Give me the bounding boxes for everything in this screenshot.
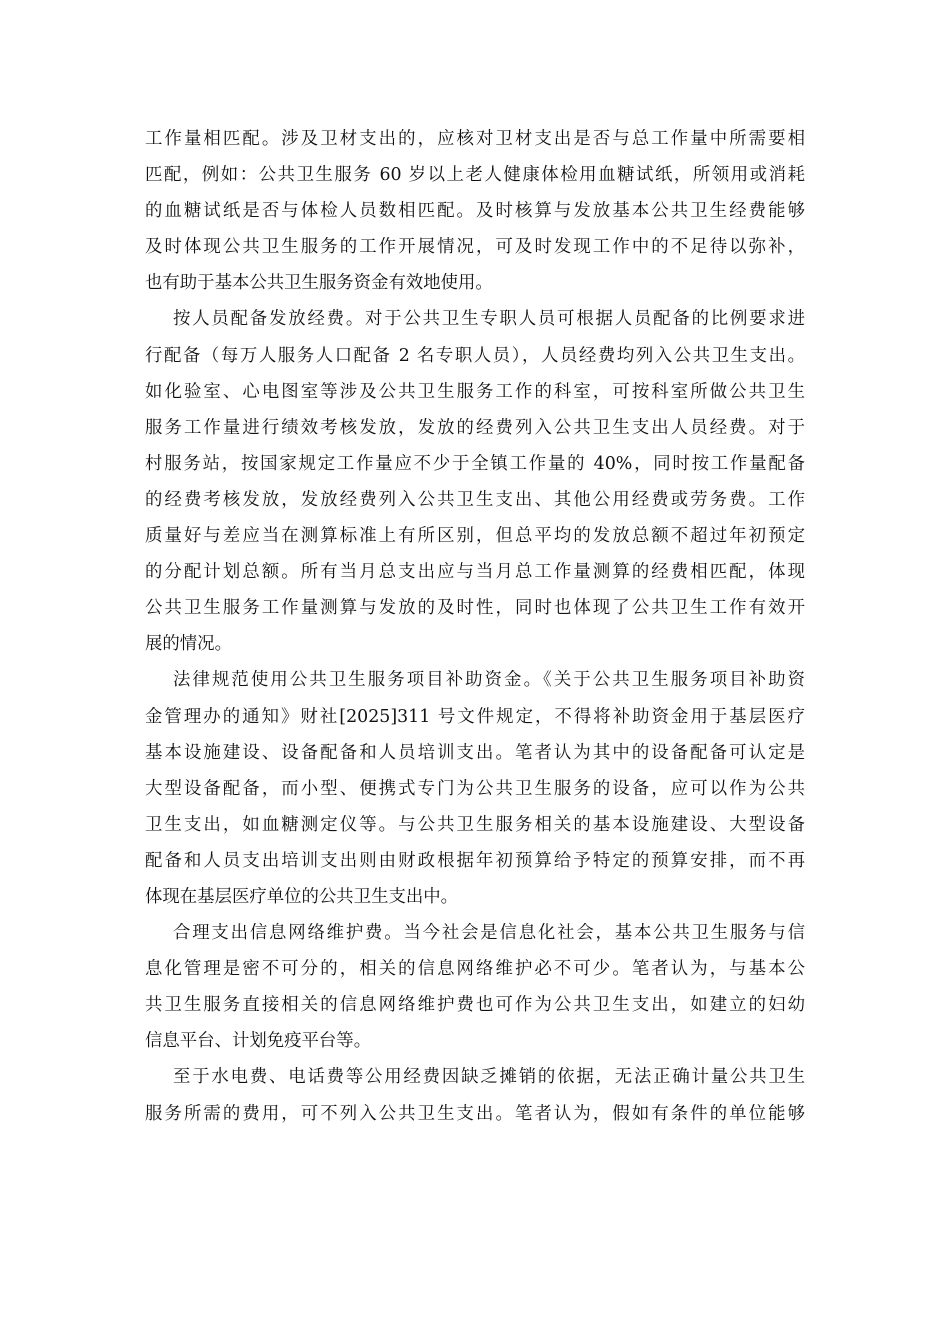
paragraph-line: 服务工作量进行绩效考核发放，发放的经费列入公共卫生支出人员经费。对于	[145, 417, 805, 438]
paragraph-line: 信息平台、计划免疫平台等。	[145, 1031, 372, 1052]
paragraph-line: 村服务站，按国家规定工作量应不少于全镇工作量的 40%，同时按工作量配备	[145, 453, 805, 474]
document-body	[145, 121, 805, 1132]
paragraph-line: 金管理办的通知》财社[2025]311 号文件规定，不得将补助资金用于基层医疗	[145, 706, 805, 727]
paragraph-line: 服务所需的费用，可不列入公共卫生支出。笔者认为，假如有条件的单位能够	[145, 1103, 805, 1124]
paragraph-line: 基本设施建设、设备配备和人员培训支出。笔者认为其中的设备配备可认定是	[145, 742, 805, 763]
paragraph-line: 公共卫生服务工作量测算与发放的及时性，同时也体现了公共卫生工作有效开	[145, 598, 805, 619]
paragraph-first-line: 合理支出信息网络维护费。当今社会是信息化社会，基本公共卫生服务与信	[173, 923, 805, 944]
paragraph-first-line: 按人员配备发放经费。对于公共卫生专职人员可根据人员配备的比例要求进	[173, 309, 805, 330]
paragraph-line: 如化验室、心电图室等涉及公共卫生服务工作的科室，可按科室所做公共卫生	[145, 381, 805, 402]
paragraph-line: 卫生支出，如血糖测定仪等。与公共卫生服务相关的基本设施建设、大型设备	[145, 814, 805, 835]
paragraph-line: 的分配计划总额。所有当月总支出应与当月总工作量测算的经费相匹配，体现	[145, 562, 805, 583]
paragraph-line: 质量好与差应当在测算标准上有所区别，但总平均的发放总额不超过年初预定	[145, 526, 805, 547]
paragraph-first-line: 至于水电费、电话费等公用经费因缺乏摊销的依据，无法正确计量公共卫生	[173, 1067, 805, 1088]
paragraph-line: 的血糖试纸是否与体检人员数相匹配。及时核算与发放基本公共卫生经费能够	[145, 201, 805, 222]
paragraph-line: 工作量相匹配。涉及卫材支出的，应核对卫材支出是否与总工作量中所需要相	[145, 129, 805, 149]
paragraph-line: 共卫生服务直接相关的信息网络维护费也可作为公共卫生支出，如建立的妇幼	[145, 995, 805, 1016]
paragraph-line: 行配备（每万人服务人口配备 2 名专职人员），人员经费均列入公共卫生支出。	[145, 345, 805, 366]
paragraph-line: 息化管理是密不可分的，相关的信息网络维护必不可少。笔者认为，与基本公	[145, 959, 805, 980]
paragraph-first-line: 法律规范使用公共卫生服务项目补助资金。《关于公共卫生服务项目补助资	[173, 670, 805, 691]
paragraph-line: 匹配，例如：公共卫生服务 60 岁以上老人健康体检用血糖试纸，所领用或消耗	[145, 165, 805, 186]
paragraph-line: 也有助于基本公共卫生服务资金有效地使用。	[145, 273, 493, 294]
paragraph-line: 大型设备配备，而小型、便携式专门为公共卫生服务的设备，应可以作为公共	[145, 778, 805, 799]
paragraph-line: 体现在基层医疗单位的公共卫生支出中。	[145, 886, 459, 907]
paragraph-line: 配备和人员支出培训支出则由财政根据年初预算给予特定的预算安排，而不再	[145, 850, 805, 871]
paragraph-line: 的经费考核发放，发放经费列入公共卫生支出、其他公用经费或劳务费。工作	[145, 489, 805, 510]
paragraph-line: 展的情况。	[145, 634, 232, 655]
paragraph-line: 及时体现公共卫生服务的工作开展情况，可及时发现工作中的不足待以弥补，	[145, 237, 805, 258]
